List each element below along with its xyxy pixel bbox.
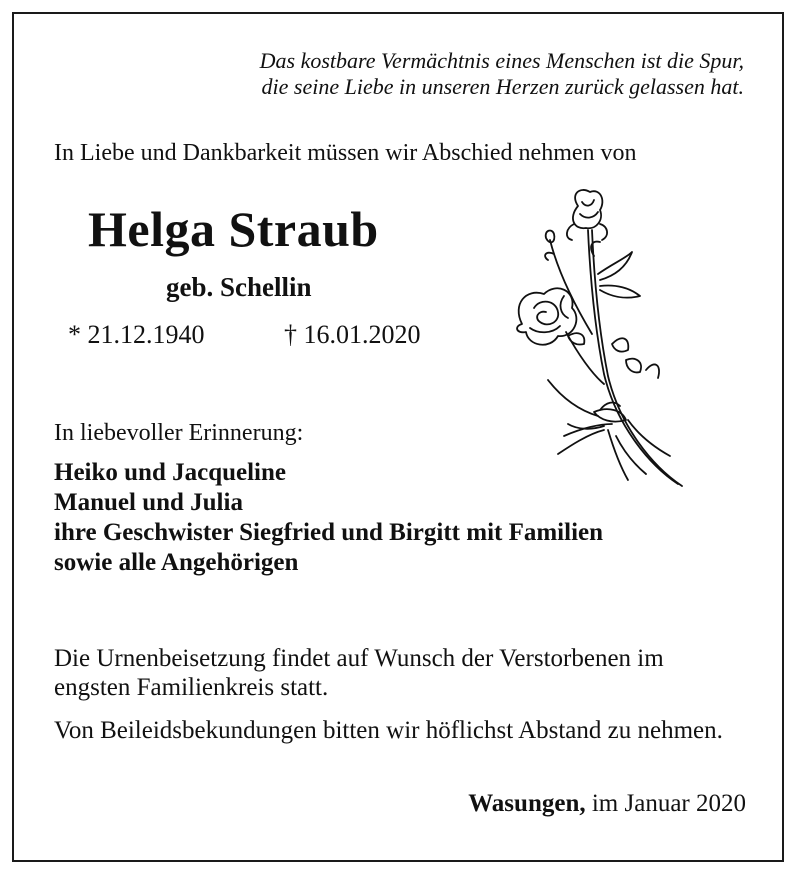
motto-line-1: Das kostbare Vermächtnis eines Menschen ist die Spur, xyxy=(259,48,744,73)
urn-notice: Die Urnenbeisetzung findet auf Wunsch der Verstorbenen im engsten Familienkreis statt. xyxy=(54,645,664,701)
intro-text: In Liebe und Dankbarkeit müssen wir Abschied nehmen von xyxy=(54,140,637,166)
memory-label: In liebevoller Erinnerung: xyxy=(54,420,304,446)
mourner-line: sowie alle Angehörigen xyxy=(54,549,299,576)
motto-quote xyxy=(260,48,744,100)
closing-place: Wasungen, xyxy=(468,790,586,817)
condolence-notice: Von Beileidsbekundungen bitten wir höflichst Abstand zu nehmen. xyxy=(54,717,723,744)
maiden-name: geb. Schellin xyxy=(166,272,312,302)
mourner-line: ihre Geschwister Siegfried und Birgitt mit Familien xyxy=(54,519,604,546)
deceased-name: Helga Straub xyxy=(88,201,379,257)
birth-date: * 21.12.1940 xyxy=(68,320,205,349)
rose-illustration xyxy=(508,184,688,492)
mourner-line: Heiko und Jacqueline xyxy=(54,459,286,486)
closing-line xyxy=(468,790,746,818)
death-date: † 16.01.2020 xyxy=(284,320,421,349)
motto-line-2: die seine Liebe in unseren Herzen zurück gelassen hat. xyxy=(261,74,744,99)
closing-date: im Januar 2020 xyxy=(591,790,746,817)
mourners-list xyxy=(54,458,603,578)
mourner-line: Manuel und Julia xyxy=(54,489,243,516)
